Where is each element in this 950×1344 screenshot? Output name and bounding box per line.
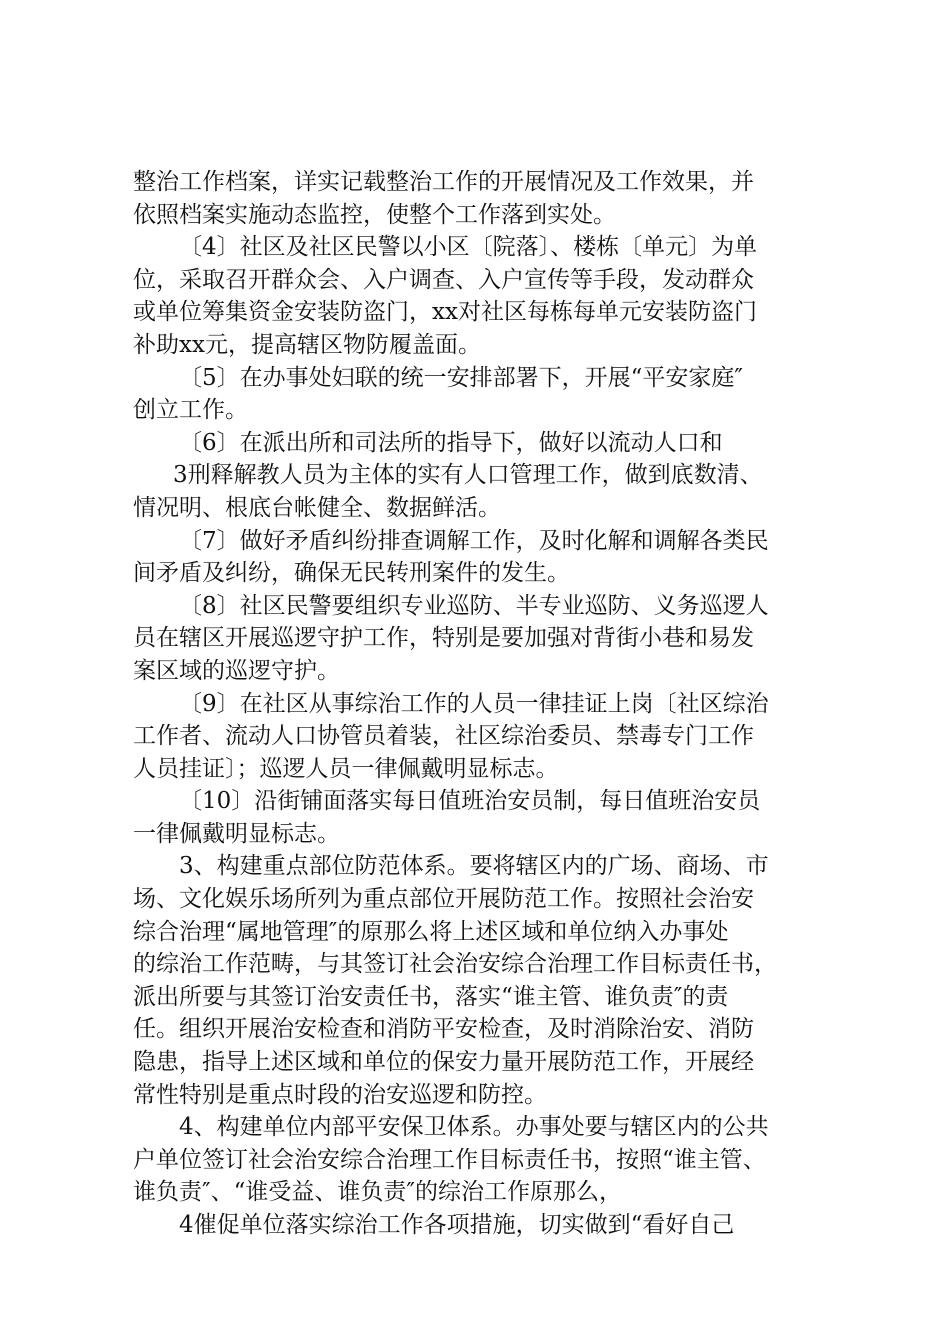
text-line: 〔10〕沿街铺面落实每日值班治安员制，每日值班治安员	[179, 788, 761, 815]
text-line: 隐患，指导上述区域和单位的保安力量开展防范工作，开展经	[133, 1049, 754, 1076]
text-line: 或单位筹集资金安装防盗门，xx对社区每栋每单元安装防盗门	[133, 299, 757, 326]
text-line: 案区域的巡逻守护。	[133, 657, 340, 684]
text-line: 〔5〕在办事处妇联的统一安排部署下，开展“平安家庭″	[179, 364, 743, 391]
text-line: 间矛盾及纠纷，确保无民转刑案件的发生。	[133, 560, 570, 587]
text-line: 常性特别是重点时段的治安巡逻和防控。	[133, 1081, 547, 1108]
text-line: 4催促单位落实综治工作各项措施，切实做到“看好自己	[179, 1212, 735, 1238]
text-line: 户单位签订社会治安综合治理工作目标责任书，按照“谁主管、	[133, 1146, 766, 1173]
text-line: 任。组织开展治安检查和消防平安检查，及时消除治安、消防	[133, 1016, 754, 1043]
text-line: 的综治工作范畴，与其签订社会治安综合治理工作目标责任书，	[133, 951, 777, 978]
text-line: 〔9〕在社区从事综治工作的人员一律挂证上岗〔社区综治	[179, 690, 769, 717]
text-line: 4、构建单位内部平安保卫体系。办事处要与辖区内的公共	[179, 1114, 769, 1141]
text-line: 情况明、根底台帐健全、数据鲜活。	[133, 494, 501, 521]
text-line: 位，采取召开群众会、入户调查、入户宣传等手段，发动群众	[133, 266, 754, 293]
text-line: 〔4〕社区及社区民警以小区〔院落〕、楼栋〔单元〕为单	[179, 234, 758, 261]
text-line: 依照档案实施动态监控，使整个工作落到实处。	[133, 201, 616, 228]
text-line: 综合治理“属地管理″的原那么将上述区域和单位纳入办事处	[133, 918, 729, 945]
body-text	[133, 166, 833, 1242]
text-line: 派出所要与其签订治安责任书，落实“谁主管、谁负责″的责	[133, 983, 729, 1010]
text-line: 谁负责″、“谁受益、谁负责″的综治工作原那么，	[133, 1179, 622, 1206]
text-line: 〔8〕社区民警要组织专业巡防、半专业巡防、义务巡逻人	[179, 592, 769, 619]
text-line: 补助xx元，提高辖区物防履盖面。	[133, 331, 481, 358]
text-line: 一律佩戴明显标志。	[133, 820, 340, 847]
text-line: 3刑释解教人员为主体的实有人口管理工作，做到底数清、	[173, 462, 763, 489]
text-line: 〔6〕在派出所和司法所的指导下，做好以流动人口和	[179, 429, 723, 456]
text-line: 3、构建重点部位防范体系。要将辖区内的广场、商场、市	[179, 853, 769, 880]
text-line: 工作者、流动人口协管员着装，社区综治委员、禁毒专门工作	[133, 723, 754, 750]
text-line: 场、文化娱乐场所列为重点部位开展防范工作。按照社会治安	[133, 886, 754, 913]
text-line: 人员挂证〕；巡逻人员一律佩戴明显标志。	[133, 755, 559, 782]
text-line: 〔7〕做好矛盾纠纷排查调解工作，及时化解和调解各类民	[179, 527, 769, 554]
text-line: 员在辖区开展巡逻守护工作，特别是要加强对背街小巷和易发	[133, 625, 754, 652]
text-line: 整治工作档案，详实记载整治工作的开展情况及工作效果，并	[133, 169, 754, 195]
text-line: 创立工作。	[133, 397, 248, 424]
